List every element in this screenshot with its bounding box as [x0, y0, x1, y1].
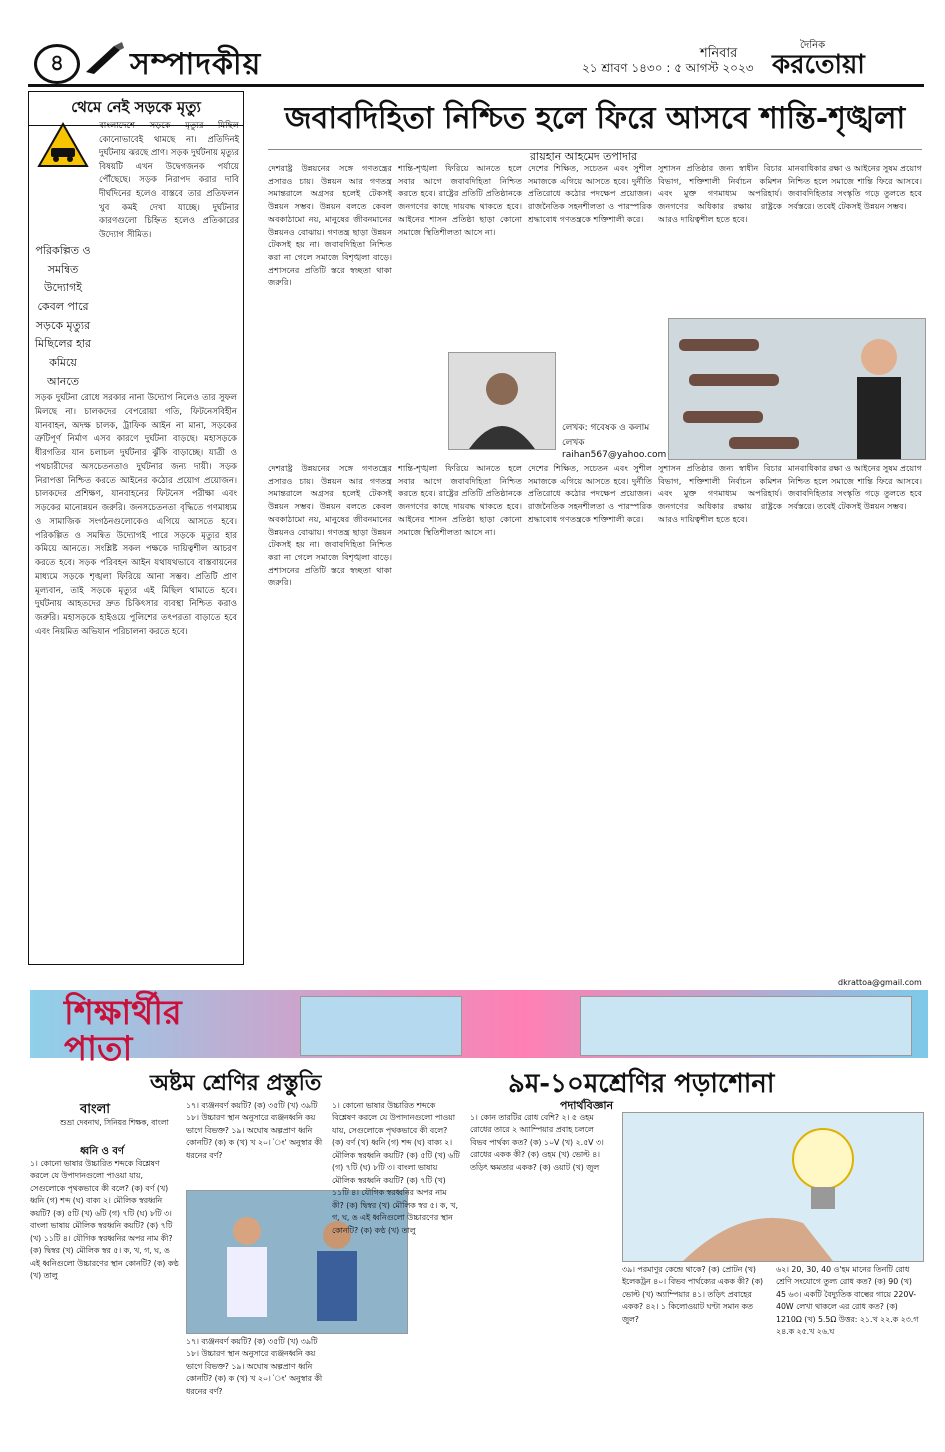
- sidebar-title: থেমে নেই সড়কে মৃত্যু: [29, 92, 243, 126]
- editorial-column-2: শান্তি-শৃঙ্খলা ফিরিয়ে আনতে হলে সবার আগে জবাবদিহিতা নিশ্চিত করতে হবে। রাষ্ট্রের প্রতিটি প্রতিষ্ঠানকে জনগণের কাছে দায়বদ্ধ থাকতে হবে। আইনের শাসন প্রতিষ্ঠা ছাড়া কোনো সমাজে স্থিতিশীলতা আসে না।: [398, 163, 522, 237]
- editorial-column-3: দেশের শিক্ষিত, সচেতন এবং সুশীল সমাজকে এগিয়ে আসতে হবে। দুর্নীতি প্রতিরোধে কঠোর পদক্ষেপ প্রয়োজন। রাজনৈতিক সহনশীলতা ও পারস্পরিক শ্রদ্ধাবোধ গণতন্ত্রকে শক্তিশালী করে।: [528, 163, 652, 224]
- editorial-illustration: [668, 318, 926, 460]
- author-photo: [448, 352, 556, 450]
- physics-subject: পদার্থবিজ্ঞান: [560, 1099, 614, 1112]
- top-rule: [28, 84, 924, 87]
- editorial-column-6: দেশরাষ্ট্র উন্নয়নের সঙ্গে গণতন্ত্রের প্রসারও চায়। উন্নয়ন আর গণতন্ত্র সমান্তরালে অগ্রসর হলেই টেকসই উন্নয়ন সম্ভব। উন্নয়ন বলতে কেবল অবকাঠামো নয়, মানুষের জীবনমানের উন্নয়নও বোঝায়। গণতন্ত্র ছাড়া উন্নয়ন টেকসই হয় না। জবাবদিহিতা নিশ্চিত করা না গেলে সমাজে বিশৃঙ্খলা বাড়ে। প্রশাসনের প্রতিটি স্তরে স্বচ্ছতা থাকা জরুরি।: [268, 463, 392, 588]
- editorial-column-9: সুশাসন প্রতিষ্ঠার জন্য স্বাধীন বিচার বিভাগ, শক্তিশালী নির্বাচন কমিশন এবং মুক্ত গণমাধ্যম অপরিহার্য। জনগণের অধিকার রক্ষায় রাষ্ট্রকে আরও দায়িত্বশীল হতে হবে।: [658, 463, 782, 524]
- class8-questions: ১। কোনো ভাষার উচ্চারিত শব্দকে বিশ্লেষণ করলে যে উপাদানগুলো পাওয়া যায়, সেগুলোকে পৃথকভাবে কী বলে? (ক) বর্ণ (খ) ধ্বনি (গ) শব্দ (ঘ) বাক্য ২। মৌলিক স্বরধ্বনি কয়টি? (ক) ৫টি (খ) ৬টি (গ) ৭টি (ঘ) ৮টি ৩। বাংলা ভাষায় মৌলিক স্বরধ্বনি কয়টি? (ক) ৭টি (খ) ১১টি ৪। যৌগিক স্বরধ্বনির অপর নাম কী? (ক) দ্বিস্বর (খ) মৌলিক স্বর ৫। ক, খ, গ, ঘ, ঙ এই ধ্বনিগুলো উচ্চারণের স্থান কোনটি? (ক) কণ্ঠ (খ) তালু: [30, 1159, 179, 1281]
- banner-title: শিক্ষার্থীর পাতা: [64, 993, 182, 1069]
- class8-title: অষ্টম শ্রেণির প্রস্তুতি: [150, 1070, 322, 1096]
- day-name: শনিবার: [700, 46, 738, 61]
- teacher-name: শুভ্রা দেবনাথ, সিনিয়র শিক্ষক, বাংলা: [60, 1118, 169, 1127]
- author-byline: রায়হান আহমেদ তপাদার: [530, 150, 638, 163]
- physics-questions-3: ৬২। 20, 30, 40 ও'হম মানের তিনটি রোধ শ্রেণি সংযোগে তুল্য রোধ কত? (ক) 90 (খ) 45 ৬৩। একটি বৈদ্যুতিক বাল্বের গায়ে 220V-40W লেখা থাকলে এর রোধ কত? (ক) 1210Ω (খ) 5.5Ω উত্তর: ২১.খ ২২.ক ২৩.গ ২৪.ক ২৫.খ ২৬.ঘ: [776, 1265, 919, 1337]
- lightbulb-icon: [623, 1113, 923, 1261]
- class8-questions-3: ১৭। ব্যঞ্জনবর্ণ কয়টি? (ক) ৩৫টি (খ) ৩৯টি ১৮। উচ্চারণ স্থান অনুসারে ব্যঞ্জনধ্বনি কয় ভাগে বিভক্ত? ১৯। অঘোষ অল্পপ্রাণ ধ্বনি কোনটি? (ক) ক (খ) খ ২০। 'ং' অনুস্বার কী ধরনের বর্ণ?: [186, 1337, 323, 1396]
- banner-photo-left: [300, 996, 462, 1056]
- author-caption: লেখক: গবেষক ও কলাম লেখক raihan567@yahoo.com: [562, 423, 667, 460]
- editorial-column-10: মানবাধিকার রক্ষা ও আইনের সুষম প্রয়োগ নিশ্চিত হলে সমাজে শান্তি ফিরে আসবে। জবাবদিহিতার সংস্কৃতি গড়ে তুলতে হবে সর্বস্তরে। তবেই টেকসই উন্নয়ন সম্ভব।: [788, 463, 922, 512]
- sidebar-editorial: [28, 91, 244, 965]
- class9-10-title: ৯ম-১০মশ্রেণির পড়াশোনা: [508, 1069, 775, 1099]
- physics-questions-1: ১। কোন তারটির রোধ বেশি? ২। ৫ ওহম রোধের তারে ২ অ্যাম্পিয়ার প্রবাহ চললে বিভব পার্থক্য কত? (ক) ১০V (খ) ২.৫V ৩। রোধের একক কী? (ক) ওহম (খ) ভোল্ট ৪। তড়িৎ ক্ষমতার একক? (ক) ওয়াট (খ) জুল: [470, 1113, 604, 1172]
- bangla-subject: বাংলা: [80, 1102, 111, 1117]
- physics-questions-2: ৩৯। পরমাণুর কেন্দ্রে থাকে? (ক) প্রোটন (খ) ইলেকট্রন ৪০। বিভব পার্থক্যের একক কী? (ক) ভোল্ট (খ) অ্যাম্পিয়ার ৪১। তড়িৎ প্রবাহের একক? ৪২। ১ কিলোওয়াট ঘণ্টা সমান কত জুল?: [622, 1265, 764, 1324]
- pen-icon: [84, 40, 126, 76]
- car-accident-icon: [37, 122, 89, 168]
- banner-photo-right: [580, 996, 912, 1056]
- editorial-column-5: মানবাধিকার রক্ষা ও আইনের সুষম প্রয়োগ নিশ্চিত হলে সমাজে শান্তি ফিরে আসবে। জবাবদিহিতার সংস্কৃতি গড়ে তুলতে হবে সর্বস্তরে। তবেই টেকসই উন্নয়ন সম্ভব।: [788, 163, 922, 212]
- editorial-headline: জবাবদিহিতা নিশ্চিত হলে ফিরে আসবে শান্তি-শৃঙ্খলা: [268, 94, 922, 150]
- editorial-column-1: দেশরাষ্ট্র উন্নয়নের সঙ্গে গণতন্ত্রের প্রসারও চায়। উন্নয়ন আর গণতন্ত্র সমান্তরালে অগ্রসর হলেই টেকসই উন্নয়ন সম্ভব। উন্নয়ন বলতে কেবল অবকাঠামো নয়, মানুষের জীবনমানের উন্নয়নও বোঝায়। গণতন্ত্র ছাড়া উন্নয়ন টেকসই হয় না। জবাবদিহিতা নিশ্চিত করা না গেলে সমাজে বিশৃঙ্খলা বাড়ে। প্রশাসনের প্রতিটি স্তরে স্বচ্ছতা থাকা জরুরি।: [268, 163, 392, 288]
- date: ২১ শ্রাবণ ১৪৩০ : ৫ আগস্ট ২০২৩: [582, 61, 754, 75]
- section-title: সম্পাদকীয়: [130, 47, 262, 82]
- class8-questions-4: ১। কোনো ভাষার উচ্চারিত শব্দকে বিশ্লেষণ করলে যে উপাদানগুলো পাওয়া যায়, সেগুলোকে পৃথকভাবে কী বলে? (ক) বর্ণ (খ) ধ্বনি (গ) শব্দ (ঘ) বাক্য ২। মৌলিক স্বরধ্বনি কয়টি? (ক) ৫টি (খ) ৬টি (গ) ৭টি (ঘ) ৮টি ৩। বাংলা ভাষায় মৌলিক স্বরধ্বনি কয়টি? (ক) ৭টি (খ) ১১টি ৪। যৌগিক স্বরধ্বনির অপর নাম কী? (ক) দ্বিস্বর (খ) মৌলিক স্বর ৫। ক, খ, গ, ঘ, ঙ এই ধ্বনিগুলো উচ্চারণের স্থান কোনটি? (ক) কণ্ঠ (খ) তালু: [332, 1101, 460, 1235]
- portrait-icon: [449, 353, 555, 449]
- sidebar-text-top: বাংলাদেশে সড়কে মৃত্যুর মিছিল কোনোভাবেই থামছে না। প্রতিদিনই দুর্ঘটনায় ঝরছে প্রাণ। সড়ক দুর্ঘটনায় মৃত্যুর বিষয়টি এখন উদ্বেগজনক পর্যায়ে পৌঁছেছে। সড়ক নিরাপদ করার দাবি দীর্ঘদিনের হলেও বাস্তবে তার প্রতিফলন খুব কমই দেখা যাচ্ছে। দুর্ঘটনার কারণগুলো চিহ্নিত হলেও প্রতিকারের উদ্যোগ সীমিত।: [99, 121, 239, 240]
- lightbulb-photo: [622, 1112, 924, 1262]
- page-number: ৪: [34, 44, 80, 84]
- editorial-column-4: সুশাসন প্রতিষ্ঠার জন্য স্বাধীন বিচার বিভাগ, শক্তিশালী নির্বাচন কমিশন এবং মুক্ত গণমাধ্যম অপরিহার্য। জনগণের অধিকার রক্ষায় রাষ্ট্রকে আরও দায়িত্বশীল হতে হবে।: [658, 163, 782, 224]
- editorial-column-8: দেশের শিক্ষিত, সচেতন এবং সুশীল সমাজকে এগিয়ে আসতে হবে। দুর্নীতি প্রতিরোধে কঠোর পদক্ষেপ প্রয়োজন। রাজনৈতিক সহনশীলতা ও পারস্পরিক শ্রদ্ধাবোধ গণতন্ত্রকে শক্তিশালী করে।: [528, 463, 652, 524]
- editorial-column-7: শান্তি-শৃঙ্খলা ফিরিয়ে আনতে হলে সবার আগে জবাবদিহিতা নিশ্চিত করতে হবে। রাষ্ট্রের প্রতিটি প্রতিষ্ঠানকে জনগণের কাছে দায়বদ্ধ থাকতে হবে। আইনের শাসন প্রতিষ্ঠা ছাড়া কোনো সমাজে স্থিতিশীলতা আসে না।: [398, 463, 522, 537]
- brand-prefix: দৈনিক: [800, 40, 826, 51]
- sidebar-body: সড়ক দুর্ঘটনা রোধে সরকার নানা উদ্যোগ নিলেও তার সুফল মিলছে না। চালকদের বেপরোয়া গতি, ফিটনেসবিহীন যানবাহন, অদক্ষ চালক, ট্রাফিক আইন না মানা, সড়কের ত্রুটিপূর্ণ নির্মাণ এসব কারণে দুর্ঘটনা বাড়ছে। মহাসড়কে ধীরগতির যান চলাচল দুর্ঘটনার ঝুঁকি বাড়াচ্ছে। যাত্রী ও পথচারীদের অসচেতনতাও দুর্ঘটনার জন্য দায়ী। সড়ক নিরাপত্তা নিশ্চিত করতে আইনের কঠোর প্রয়োগ প্রয়োজন। চালকদের প্রশিক্ষণ, যানবাহনের ফিটনেস পরীক্ষা এবং সড়কের মানোন্নয়ন জরুরি। জনসচেতনতা বৃদ্ধিতে গণমাধ্যম ও সামাজিক সংগঠনগুলোকেও এগিয়ে আসতে হবে। পরিকল্পিত ও সমন্বিত উদ্যোগই পারে সড়কে মৃত্যুর হার কমিয়ে আনতে। সংশ্লিষ্ট সকল পক্ষকে দায়িত্বশীল আচরণ করতে হবে। সড়ক পরিবহন আইন যথাযথভাবে বাস্তবায়নের মাধ্যমে সড়কে শৃঙ্খলা ফিরিয়ে আনা সম্ভব। প্রতিটি প্রাণ মূল্যবান, তাই সড়কে মৃত্যুর এই মিছিল থামাতে হবে। দুর্ঘটনায় আহতদের দ্রুত চিকিৎসার ব্যবস্থা নিশ্চিত করাও জরুরি। মহাসড়কে হাইওয়ে পুলিশের তৎপরতা বাড়াতে হবে এবং নিয়মিত অভিযান পরিচালনা করতে হবে।: [35, 393, 237, 638]
- sidebar-pullquote: পরিকল্পিত ও সমন্বিত উদ্যোগই কেবল পারে সড়কে মৃত্যুর মিছিলের হার কমিয়ে আনতে: [34, 244, 92, 388]
- pointing-hands-icon: [669, 319, 925, 459]
- topic-name: ধ্বনি ও বর্ণ: [80, 1146, 124, 1157]
- contact-email: dkrattoa@gmail.com: [838, 978, 922, 987]
- class8-questions-2: ১৭। ব্যঞ্জনবর্ণ কয়টি? (ক) ৩৫টি (খ) ৩৯টি ১৮। উচ্চারণ স্থান অনুসারে ব্যঞ্জনধ্বনি কয় ভাগে বিভক্ত? ১৯। অঘোষ অল্পপ্রাণ ধ্বনি কোনটি? (ক) ক (খ) খ ২০। 'ং' অনুস্বার কী ধরনের বর্ণ?: [186, 1101, 323, 1160]
- newspaper-brand: করতোয়া: [772, 50, 865, 80]
